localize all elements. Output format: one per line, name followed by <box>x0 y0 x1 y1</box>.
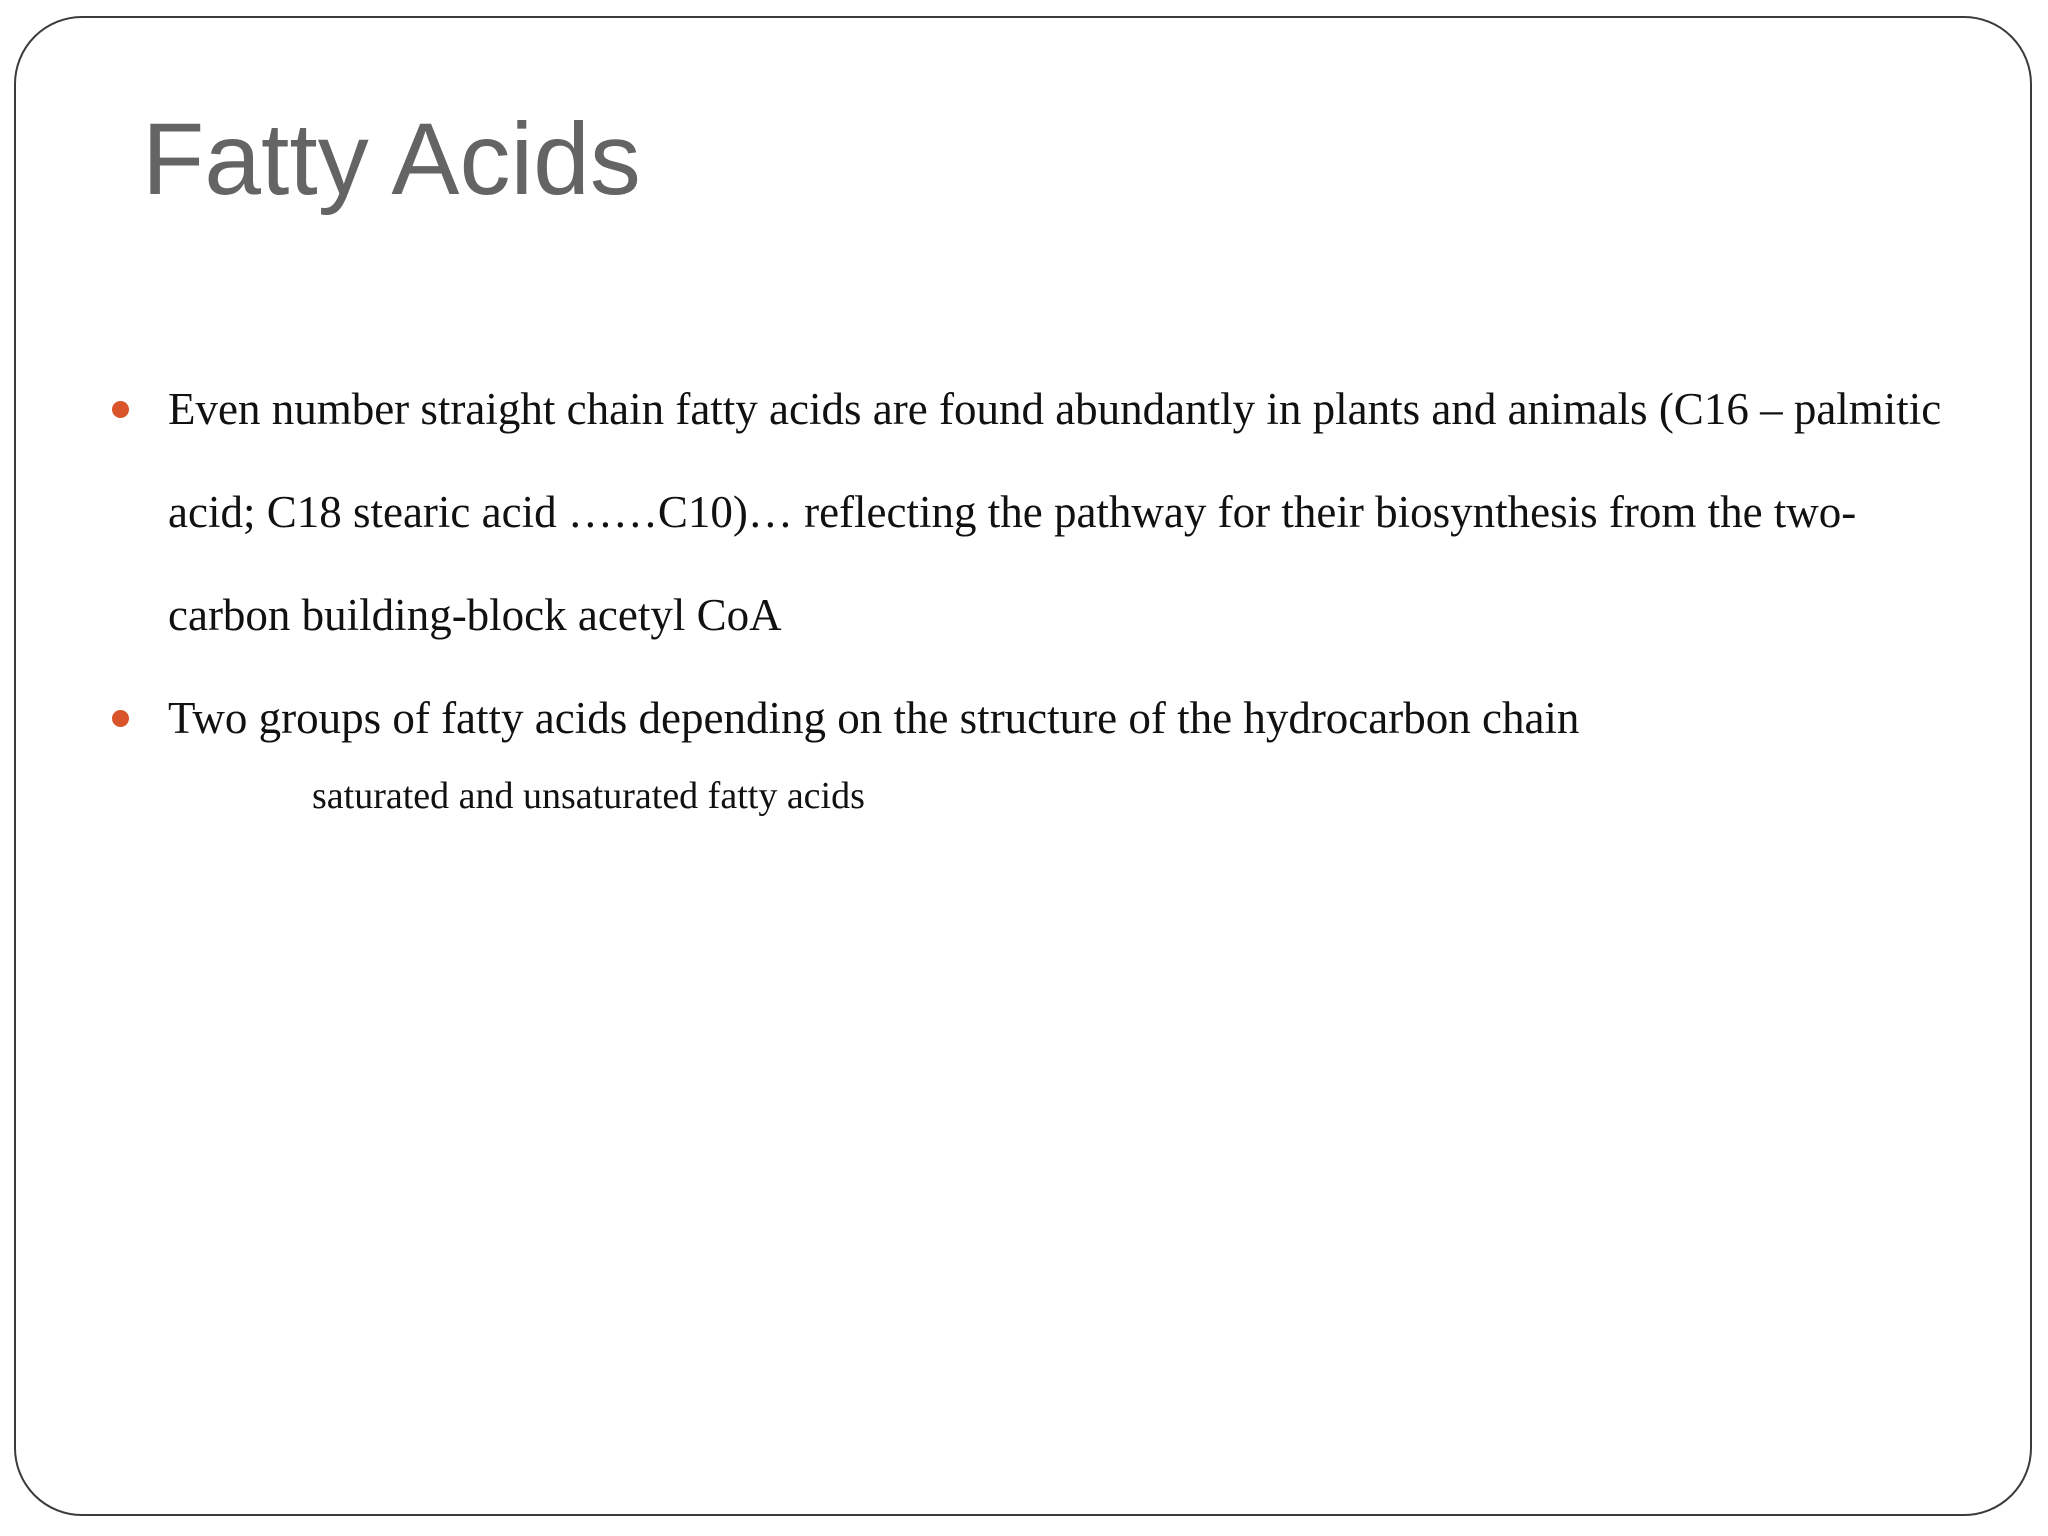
bullet-text-1: Even number straight chain fatty acids are found abundantly in plants and animals (C16 – palmitic acid; C18 stearic acid ……C10)… reflecting the pathway for their biosynthesis from the two-carbon building-block acetyl CoA <box>168 384 1942 640</box>
bullet-list <box>168 358 1968 822</box>
bullet-item-1 <box>168 358 1968 667</box>
sub-text: saturated and unsaturated fatty acids <box>312 775 865 817</box>
bullet-dot-icon <box>112 401 129 418</box>
bullet-text-2: Two groups of fatty acids depending on the structure of the hydrocarbon chain <box>168 693 1580 743</box>
bullet-dot-icon <box>112 710 129 727</box>
bullet-item-2 <box>168 667 1968 770</box>
slide-title: Fatty Acids <box>142 102 641 216</box>
